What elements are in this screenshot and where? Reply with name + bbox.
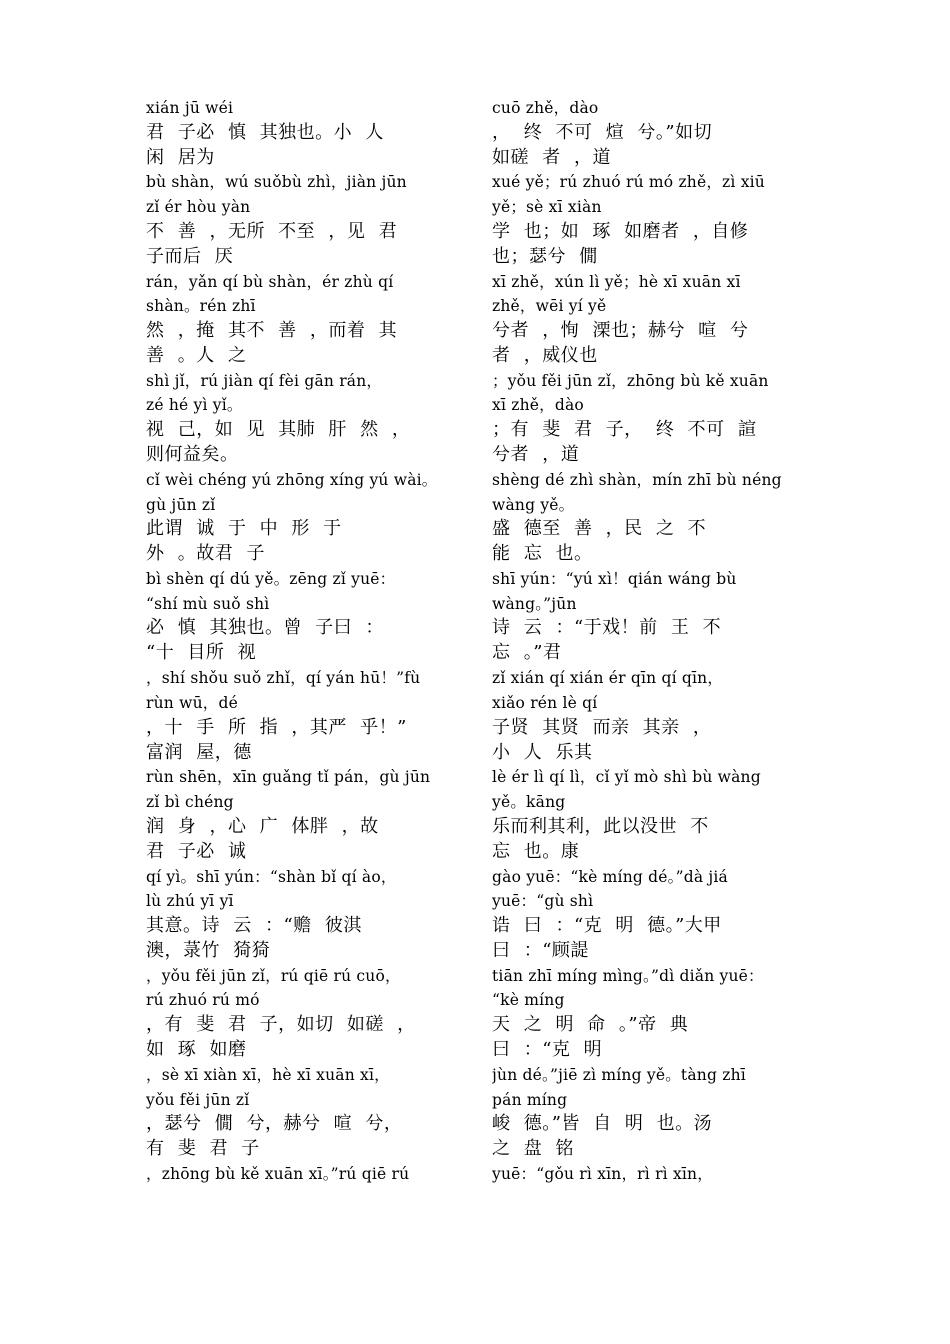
hanzi-line: 曰 ：“克 明 — [492, 1038, 603, 1060]
pinyin-line: zé hé yì yǐ。 — [146, 396, 243, 415]
pinyin-line: yě。kāng — [492, 793, 566, 812]
hanzi-line: 小 人 乐其 — [492, 741, 593, 763]
pinyin-line: “kè míng — [492, 991, 565, 1010]
hanzi-line: 外 。故君 子 — [146, 543, 265, 565]
pinyin-line: jùn dé。”jiē zì míng yě。tàng zhī — [492, 1065, 746, 1084]
pinyin-line: shī yún：“yú xì！qián wáng bù — [492, 570, 737, 589]
hanzi-line: 君 子必 诚 — [146, 840, 247, 862]
hanzi-line: 曰 ：“顾諟 — [492, 939, 589, 961]
hanzi-line: 此谓 诚 于 中 形 于 — [146, 518, 342, 540]
hanzi-line: 盛 德至 善 ，民 之 不 — [492, 518, 707, 540]
hanzi-line: ，十 手 所 指 ，其严 乎！” — [146, 716, 407, 738]
hanzi-line: 富润 屋，德 — [146, 741, 252, 763]
pinyin-line: lù zhú yī yī — [146, 892, 234, 911]
pinyin-line: ；yǒu fěi jūn zǐ，zhōng bù kě xuān — [492, 371, 769, 390]
pinyin-line: xué yě；rú zhuó rú mó zhě，zì xiū — [492, 173, 765, 192]
pinyin-line: shèng dé zhì shàn，mín zhī bù néng — [492, 470, 782, 489]
pinyin-line: shàn。rén zhī — [146, 297, 256, 316]
hanzi-line: 峻 德。”皆 自 明 也。汤 — [492, 1113, 713, 1135]
pinyin-line: xī zhě，xún lì yě；hè xī xuān xī — [492, 272, 741, 291]
pinyin-line: cuō zhě，dào — [492, 99, 599, 117]
hanzi-line: 如 琢 如磨 — [146, 1038, 247, 1060]
hanzi-line: 澳，菉竹 猗猗 — [146, 939, 271, 961]
hanzi-line: 视 己，如 见 其肺 肝 然 ， — [146, 419, 411, 441]
pinyin-line: shì jǐ，rú jiàn qí fèi gān rán， — [146, 371, 383, 390]
pinyin-line: bù shàn，wú suǒbù zhì，jiàn jūn — [146, 173, 407, 192]
pinyin-line: cǐ wèi chéng yú zhōng xíng yú wài。 — [146, 470, 438, 489]
hanzi-line: 子贤 其贤 而亲 其亲 ， — [492, 716, 712, 738]
hanzi-line: 兮者 ，道 — [492, 444, 580, 466]
pinyin-line: ，shí shǒu suǒ zhǐ，qí yán hū！”fù — [146, 669, 421, 688]
hanzi-line: 如磋 者 ，道 — [492, 146, 611, 168]
pinyin-line: wàng。”jūn — [492, 594, 577, 613]
pinyin-line: ，yǒu fěi jūn zǐ，rú qiē rú cuō， — [146, 966, 401, 985]
pinyin-line: zǐ ér hòu yàn — [146, 198, 251, 217]
hanzi-line: ， 终 不可 煊 兮。”如切 — [492, 121, 713, 143]
pinyin-line: rú zhuó rú mó — [146, 991, 260, 1010]
pinyin-line: qí yì。shī yún：“shàn bǐ qí ào， — [146, 867, 397, 886]
pinyin-line: zǐ bì chéng — [146, 793, 234, 812]
hanzi-line: “十 目所 视 — [146, 642, 257, 664]
pinyin-line: xián jū wéi — [146, 99, 234, 117]
pinyin-line: rán，yǎn qí bù shàn，ér zhù qí — [146, 272, 394, 291]
hanzi-line: 之 盘 铭 — [492, 1138, 574, 1160]
hanzi-line: 诗 云 ：“于戏！前 王 不 — [492, 617, 722, 639]
hanzi-line: 者 ，威仪也 — [492, 344, 598, 366]
hanzi-line: ，有 斐 君 子，如切 如磋 ， — [146, 1014, 416, 1036]
pinyin-line: xiǎo rén lè qí — [492, 693, 598, 712]
hanzi-line: 然 ，掩 其不 善 ，而着 其 — [146, 320, 398, 341]
pinyin-line: wàng yě。 — [492, 495, 575, 514]
hanzi-line: 忘 。”君 — [492, 642, 562, 664]
pinyin-line: bì shèn qí dú yě。zēng zǐ yuē： — [146, 570, 396, 589]
hanzi-line: 善 。人 之 — [146, 344, 247, 366]
pinyin-line: xī zhě，dào — [492, 396, 584, 415]
hanzi-line: 诰 曰 ：“克 明 德。”大甲 — [492, 914, 722, 936]
pinyin-line: yǒu fěi jūn zǐ — [146, 1090, 250, 1109]
hanzi-line: 不 善 ，无所 不至 ，见 君 — [146, 220, 398, 242]
hanzi-line: 闲 居为 — [146, 146, 215, 168]
pinyin-line: gù jūn zǐ — [146, 495, 216, 514]
hanzi-line: 则何益矣。 — [146, 444, 239, 466]
pinyin-line: yuē：“gǒu rì xīn，rì rì xīn， — [492, 1165, 713, 1184]
hanzi-line: 忘 也。康 — [492, 840, 580, 862]
hanzi-line: 学 也；如 琢 如磨者 ，自修 — [492, 220, 749, 242]
hanzi-line: 也；瑟兮 僩 — [492, 245, 598, 267]
pinyin-line: rùn shēn，xīn guǎng tǐ pán，gù jūn — [146, 768, 431, 787]
hanzi-line: ；有 斐 君 子， 终 不可 諠 — [492, 419, 757, 441]
hanzi-line: 兮者 ，恂 溧也；赫兮 喧 兮 — [492, 320, 749, 341]
pinyin-line: zǐ xián qí xián ér qīn qí qīn， — [492, 669, 724, 688]
pinyin-line: ，zhōng bù kě xuān xī。”rú qiē rú — [146, 1165, 410, 1184]
hanzi-line: 能 忘 也。 — [492, 543, 593, 565]
left-text-column — [146, 96, 481, 1187]
hanzi-line: 润 身 ，心 广 体胖 ，故 — [146, 815, 379, 837]
pinyin-line: yě；sè xī xiàn — [492, 198, 602, 217]
hanzi-line: 君 子必 慎 其独也。小 人 — [146, 121, 384, 143]
pinyin-line: lè ér lì qí lì，cǐ yǐ mò shì bù wàng — [492, 768, 761, 787]
pinyin-line: tiān zhī míng mìng。”dì diǎn yuē： — [492, 966, 764, 985]
hanzi-line: 必 慎 其独也。曾 子曰 ： — [146, 617, 384, 639]
hanzi-line: 天 之 明 命 。”帝 典 — [492, 1014, 689, 1036]
pinyin-line: ，sè xī xiàn xī，hè xī xuān xī， — [146, 1065, 390, 1084]
pinyin-line: gào yuē：“kè míng dé。”dà jiá — [492, 867, 729, 886]
pinyin-line: pán míng — [492, 1090, 568, 1109]
hanzi-line: ，瑟兮 僩 兮，赫兮 喧 兮， — [146, 1113, 403, 1135]
hanzi-line: 乐而利其利，此以没世 不 — [492, 815, 709, 837]
hanzi-line: 其意。诗 云 ：“赡 彼淇 — [146, 914, 362, 936]
right-text-column — [492, 96, 827, 1187]
pinyin-line: zhě，wēi yí yě — [492, 297, 607, 316]
pinyin-line: “shí mù suǒ shì — [146, 594, 270, 613]
pinyin-line: rùn wū，dé — [146, 693, 238, 712]
pinyin-line: yuē：“gù shì — [492, 892, 594, 911]
hanzi-line: 有 斐 君 子 — [146, 1138, 260, 1160]
hanzi-line: 子而后 厌 — [146, 245, 234, 267]
